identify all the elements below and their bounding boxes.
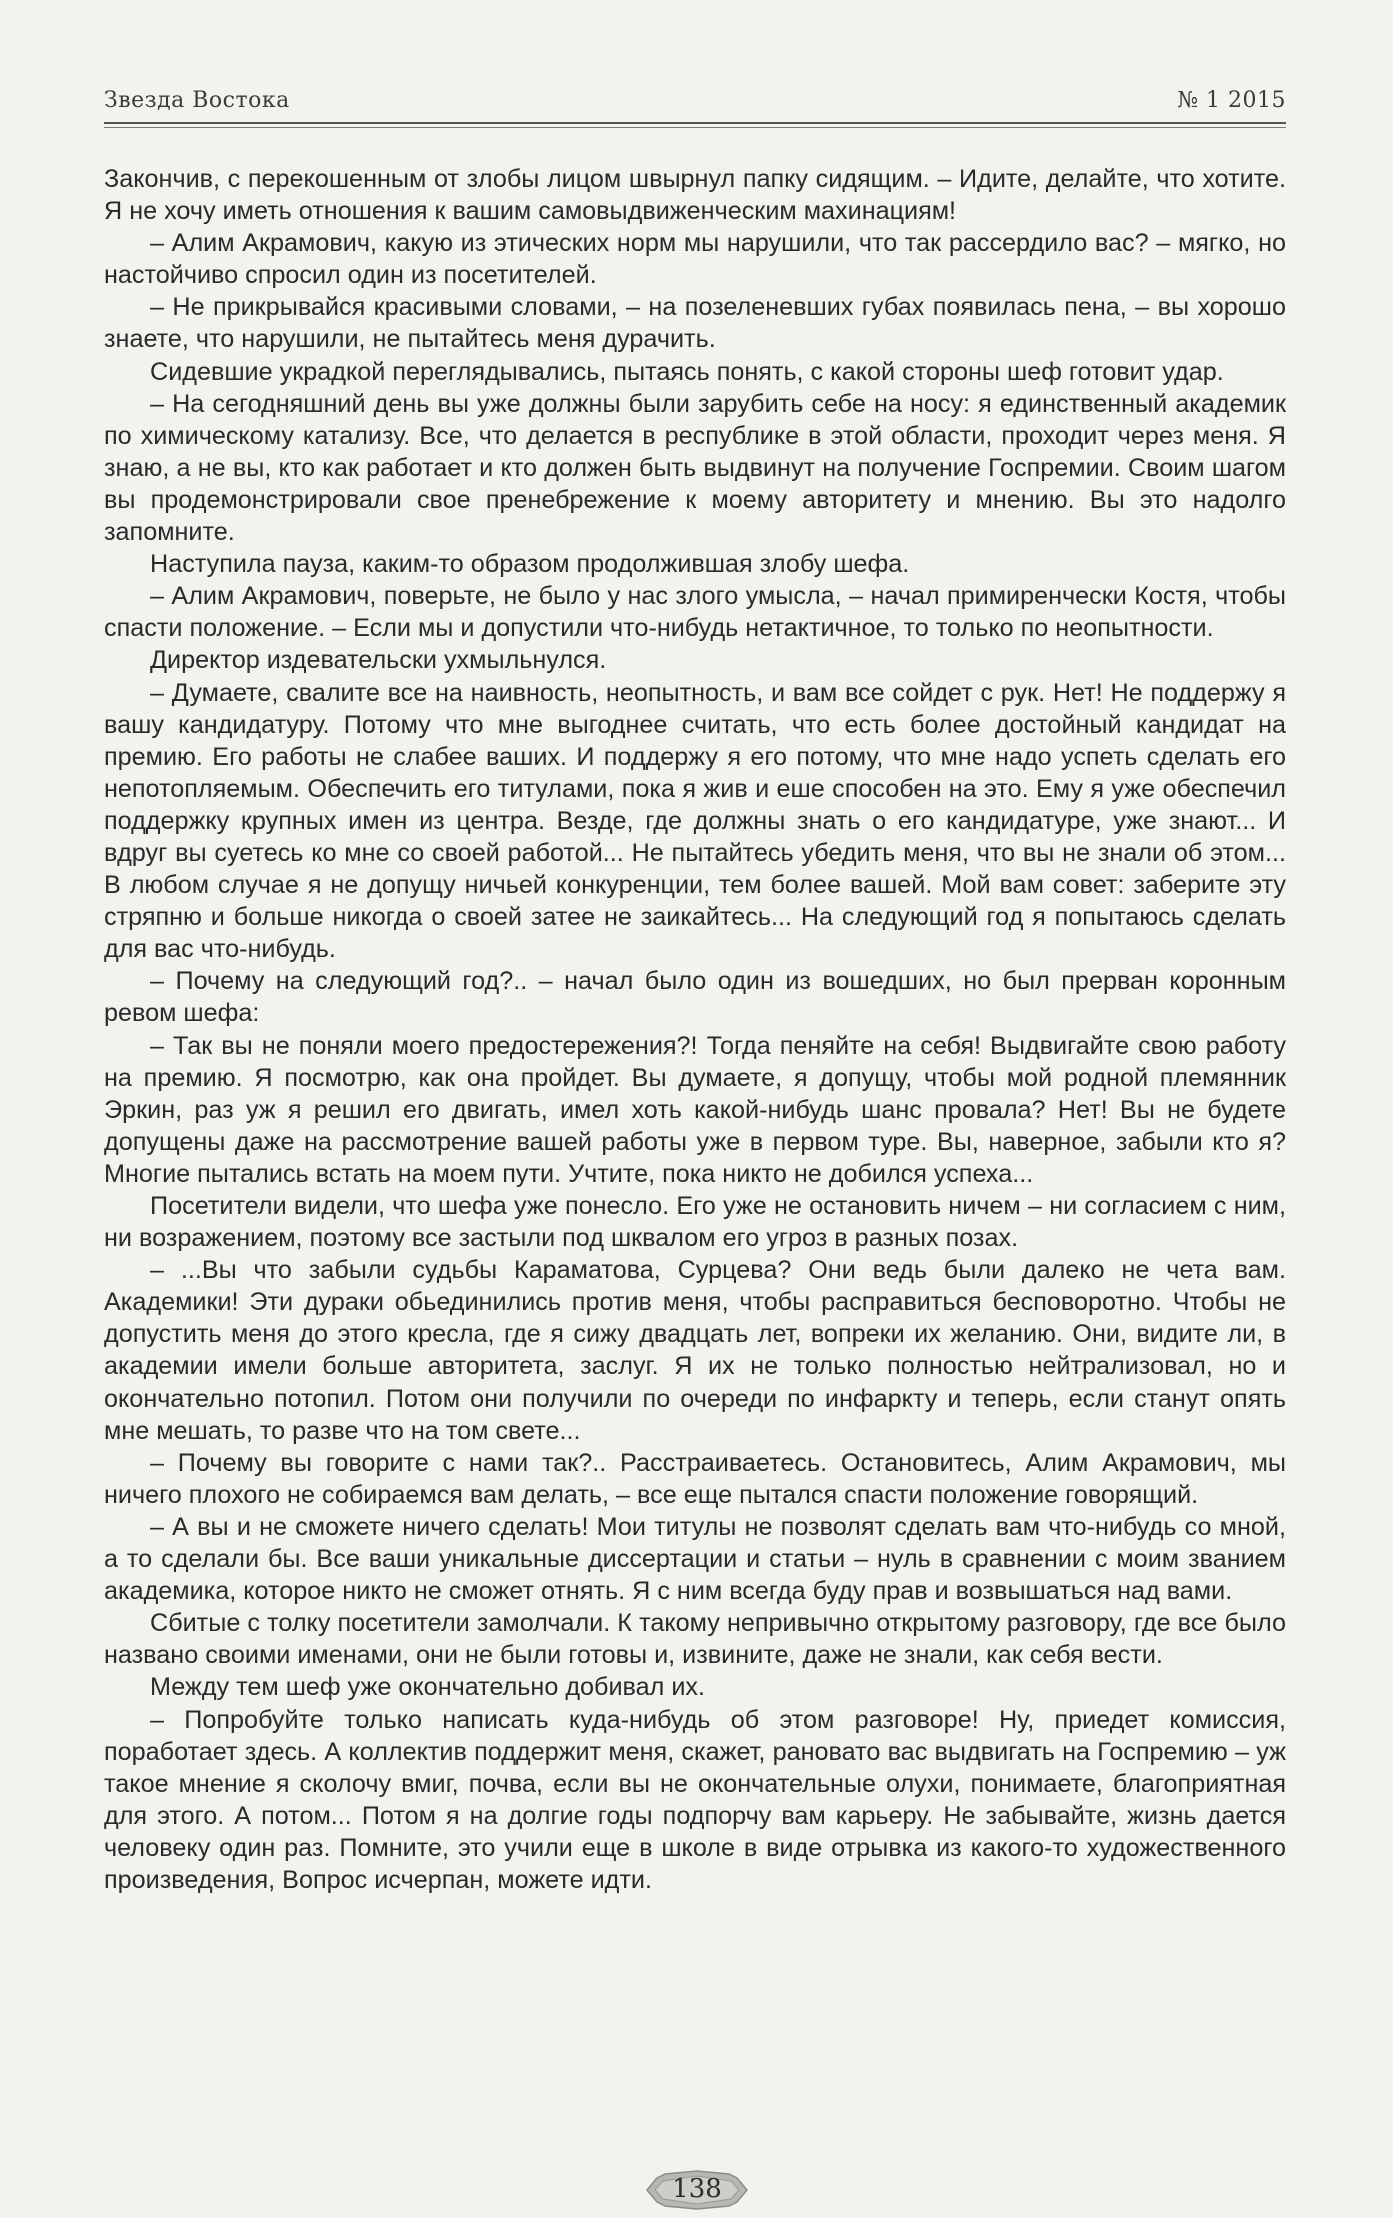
paragraph: Закончив, с перекошенным от злобы лицом швырнул папку сидящим. – Идите, делайте, что хотите. Я не хочу иметь отношения к вашим самовыдвиженческим махинациям! <box>104 165 1286 226</box>
paragraph: Сбитые с толку посетители замолчали. К такому непривычно открытому разговору, где все было названо своими именами, они не были готовы и, извините, даже не знали, как себя вести. <box>104 1609 1286 1670</box>
paragraph: Посетители видели, что шефа уже понесло. Его уже не остановить ничем – ни согласием с ним, ни возражением, поэтому все застыли под шквалом его угроз в разных позах. <box>104 1192 1286 1253</box>
page-footer <box>641 2168 753 2212</box>
paragraph: Между тем шеф уже окончательно добивал их. <box>150 1673 705 1702</box>
paragraph: – Алим Акрамович, поверьте, не было у нас злого умысла, – начал примиренчески Костя, чтобы спасти положение. – Если мы и допустили что-нибудь нетактичное, то только по неопытности. <box>104 582 1286 643</box>
paragraph: Сидевшие украдкой переглядывались, пытаясь понять, с какой стороны шеф готовит удар. <box>150 357 1224 386</box>
issue-number: № 1 2015 <box>1177 88 1286 113</box>
paragraph: Директор издевательски ухмыльнулся. <box>150 646 607 675</box>
paragraph: – ...Вы что забыли судьбы Караматова, Сурцева? Они ведь были далеко не чета вам. Академики! Эти дураки обьединились против меня, чтобы расправиться бесповоротно. Чтобы не допустить меня до этого кресла, где я сижу двадцать лет, вопреки их желанию. Они, видите ли, в академии имели больше авторитета, заслуг. Я их не только полностью нейтрализовал, но и окончательно потопил. Потом они получили по очереди по инфаркту и теперь, если станут опять мне мешать, то разве что на том свете... <box>104 1256 1286 1445</box>
paragraph: – На сегодняшний день вы уже должны были зарубить себе на носу: я единственный академик по химическому катализу. Все, что делается в республике в этой области, проходит через меня. Я знаю, а не вы, кто как работает и кто должен быть выдвинут на получение Госпремии. Своим шагом вы продемонстрировали свое пренебрежение к моему авторитету и мнению. Вы это надолго запомните. <box>104 389 1286 547</box>
running-header <box>104 88 1286 118</box>
paragraph: – Думаете, свалите все на наивность, неопытность, и вам все сойдет с рук. Нет! Не поддержу я вашу кандидатуру. Потому что мне выгоднее считать, что есть более достойный кандидат на премию. Его работы не слабее ваших. И поддержу я его потому, что мне надо успеть сделать его непотопляемым. Обеспечить его титулами, пока я жив и еше способен на это. Ему я уже обеспечил поддержку крупных имен из центра. Везде, где должны знать о его кандидатуре, уже знают... И вдруг вы суетесь ко мне со своей работой... Не пытайтесь убедить меня, что вы не знали об этом... В любом случае я не допущу ничьей конкуренции, тем более вашей. Мой вам совет: заберите эту стряпню и больше никогда о своей затее не заикайтесь... На следующий год я попытаюсь сделать для вас что-нибудь. <box>104 678 1286 964</box>
paragraph: – Почему вы говорите с нами так?.. Расстраиваетесь. Остановитесь, Алим Акрамович, мы ничего плохого не собираемся вам делать, – все еще пытался спасти положение говорящий. <box>104 1448 1286 1509</box>
journal-title: Звезда Востока <box>104 88 290 113</box>
header-rule <box>104 122 1286 124</box>
paragraph: – Так вы не поняли моего предостережения?! Тогда пеняйте на себя! Выдвигайте свою работу на премию. Я посмотрю, как она пройдет. Вы думаете, я допущу, чтобы мой родной племянник Эркин, раз уж я решил его двигать, имел хоть какой-нибудь шанс провала? Нет! Вы не будете допущены даже на рассмотрение вашей работы уже в первом туре. Вы, наверное, забыли кто я? Многие пытались встать на моем пути. Учтите, пока никто не добился успеха... <box>104 1031 1286 1188</box>
paragraph: – Алим Акрамович, какую из этических норм мы нарушили, что так рассердило вас? – мягко, но настойчиво спросил один из посетителей. <box>104 229 1286 290</box>
page-number: 138 <box>672 2174 722 2204</box>
paragraph: – А вы и не сможете ничего сделать! Мои титулы не позволят сделать вам что-нибудь со мной, а то сделали бы. Все ваши уникальные диссертации и статьи – нуль в сравнении с моим званием академика, которое никто не сможет отнять. Я с ним всегда буду прав и возвышаться над вами. <box>104 1512 1286 1606</box>
paragraph: – Не прикрывайся красивыми словами, – на позеленевших губах появилась пена, – вы хорошо знаете, что нарушили, не пытайтесь меня дурачить. <box>104 293 1286 354</box>
paragraph: – Почему на следующий год?.. – начал было один из вошедших, но был прерван коронным ревом шефа: <box>104 967 1286 1028</box>
paragraph: – Попробуйте только написать куда-нибудь об этом разговоре! Ну, приедет комиссия, поработает здесь. А коллектив поддержит меня, скажет, рановато вас выдвигать на Госпремию – уж такое мнение я сколочу вмиг, почва, если вы не окончательные олухи, понимаете, благоприятная для этого. А потом... Потом я на долгие годы подпорчу вам карьеру. Не забывайте, жизнь дается человеку один раз. Помните, это учили еще в школе в виде отрывка из какого-то художественного произведения, Вопрос исчерпан, можете идти. <box>104 1705 1286 1894</box>
header-rule-thin <box>104 127 1286 128</box>
paragraph: Наступила пауза, каким-то образом продолжившая злобу шефа. <box>150 550 910 579</box>
body-text <box>104 163 1286 1896</box>
